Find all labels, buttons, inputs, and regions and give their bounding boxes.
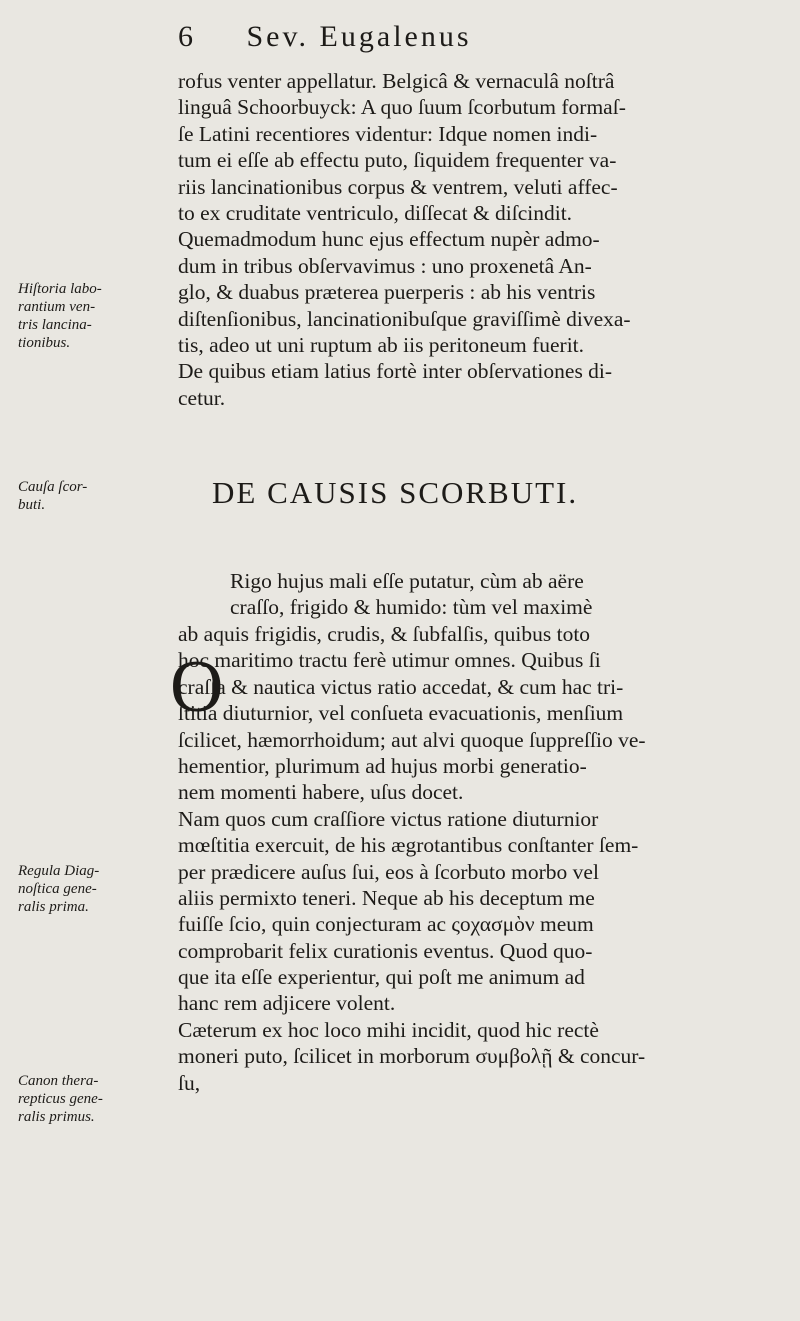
text-line: glo, & duabus præterea puerperis : ab his ventris	[178, 280, 596, 305]
text-line: ſu,	[178, 1070, 201, 1095]
text-line: fuiſſe ſcio, quin conjecturam ac ςοχασμὸν meum	[178, 912, 594, 937]
text-line: Rigo hujus mali eſſe putatur, cùm ab aëre	[230, 569, 584, 593]
text-line: nem momenti habere, uſus docet.	[178, 780, 464, 805]
text-line: craſſo, frigido & humido: tùm vel maximè	[230, 595, 593, 620]
section-2-text	[178, 621, 778, 1096]
text-line: Nam quos cum craſſiore victus ratione diuturnior	[178, 806, 599, 831]
text-line: ab aquis frigidis, crudis, & ſubfalſis, quibus toto	[178, 622, 591, 646]
text-line: mœſtitia exercuit, de his ægrotantibus conſtanter ſem-	[178, 833, 639, 858]
margin-note-regula: Regula Diag- noſtica gene- ralis prima.	[18, 863, 100, 915]
running-title: Sev. Eugalenus	[246, 20, 472, 53]
margin-note-historia: Hiſtoria labo- rantium ven- tris lancina- tionibus.	[18, 281, 102, 351]
section-heading: DE CAUSIS SCORBUTI.	[212, 475, 579, 510]
margin-note-canon: Canon thera- repticus gene- ralis primus.	[18, 1073, 103, 1125]
text-line: tis, adeo ut uni ruptum ab iis peritoneum fuerit.	[178, 332, 585, 357]
text-line: aliis permixto teneri. Neque ab his deceptum me	[178, 885, 595, 910]
text-line: cetur.	[178, 385, 226, 410]
text-line: rofus venter appellatur. Belgicâ & vernaculâ noſtrâ	[178, 69, 615, 93]
text-line: hoc maritimo tractu ferè utimur omnes. Quibus ſi	[178, 648, 601, 673]
text-line: hanc rem adjicere volent.	[178, 991, 396, 1016]
text-line: to ex cruditate ventriculo, diſſecat & diſcindit.	[178, 200, 573, 225]
section-1-text	[178, 68, 778, 411]
text-line: dum in tribus obſervavimus : uno proxenetâ An-	[178, 253, 592, 278]
text-line: De quibus etiam latius fortè inter obſervationes di-	[178, 359, 613, 384]
text-line: moneri puto, ſcilicet in morborum συμβολῇ & concur-	[178, 1044, 646, 1069]
text-line: comprobarit felix curationis eventus. Quod quo-	[178, 938, 593, 963]
text-line: ſcilicet, hæmorrhoidum; aut alvi quoque ſuppreſſio ve-	[178, 727, 646, 752]
section-2-indented	[230, 568, 780, 621]
text-line: linguâ Schoorbuyck: A quo ſuum ſcorbutum formaſ-	[178, 95, 626, 120]
text-line: tum ei eſſe ab effectu puto, ſiquidem frequenter va-	[178, 148, 617, 173]
running-header	[178, 20, 472, 54]
page-number: 6	[178, 20, 196, 53]
text-line: per prædicere auſus ſui, eos à ſcorbuto morbo vel	[178, 859, 599, 884]
text-line: Quemadmodum hunc ejus effectum nupèr admo-	[178, 227, 600, 252]
text-line: craſſa & nautica victus ratio accedat, & cum hac tri-	[178, 674, 624, 699]
margin-note-causa: Cauſa ſcor- buti.	[18, 479, 88, 513]
text-line: que ita eſſe experientur, qui poſt me animum ad	[178, 965, 585, 990]
text-line: riis lancinationibus corpus & ventrem, veluti affec-	[178, 174, 618, 199]
text-line: ſtitia diuturnior, vel conſueta evacuationis, menſium	[178, 701, 624, 726]
text-line: diſtenſionibus, lancinationibuſque graviſſimè divexa-	[178, 306, 631, 331]
text-line: Cæterum ex hoc loco mihi incidit, quod hic rectè	[178, 1017, 599, 1042]
drop-cap: O	[170, 646, 224, 728]
text-line: ſe Latini recentiores videntur: Idque nomen indi-	[178, 121, 598, 146]
text-line: hementior, plurimum ad hujus morbi generatio-	[178, 753, 587, 778]
